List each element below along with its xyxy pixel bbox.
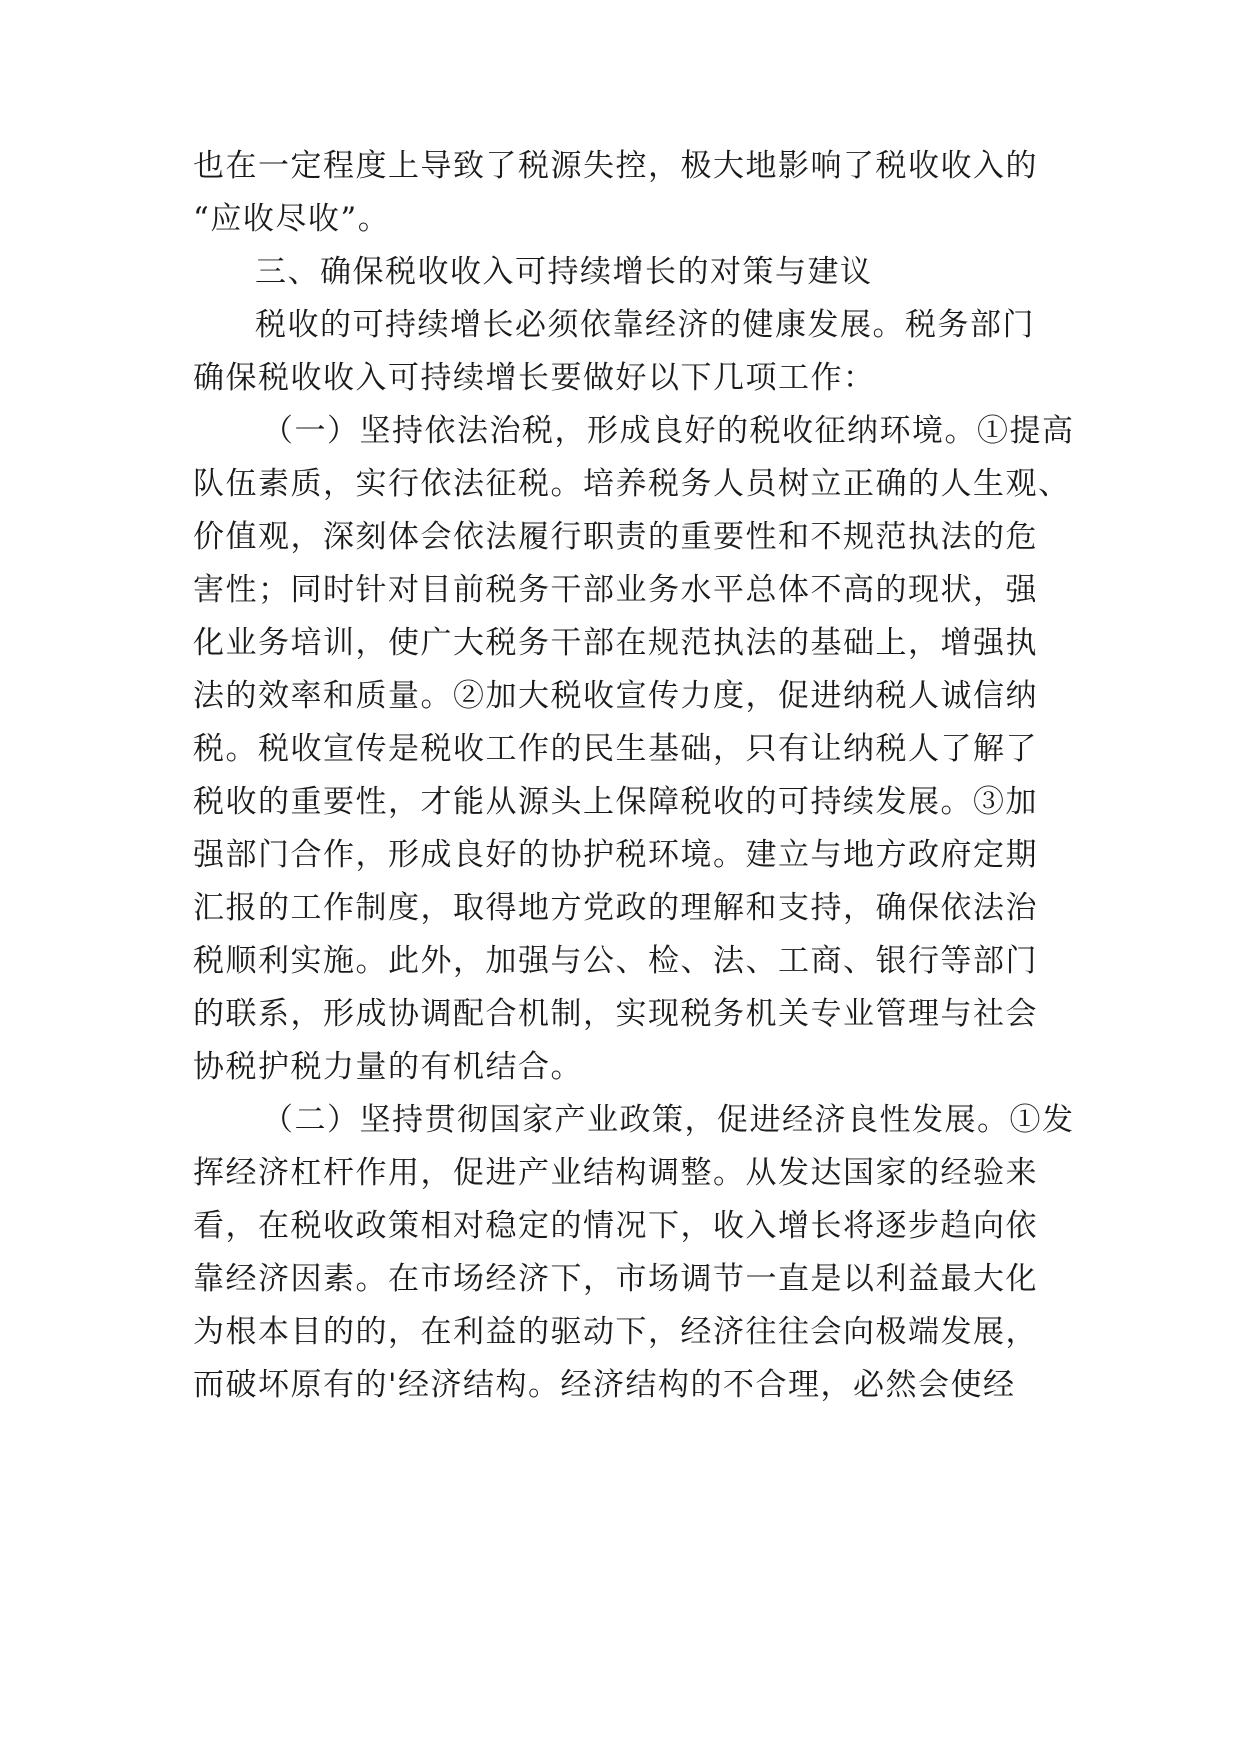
- section-heading: 三、确保税收收入可持续增长的对策与建议: [255, 254, 873, 290]
- text-line: 税顺利实施。此外，加强与公、检、法、工商、银行等部门: [193, 943, 1038, 979]
- text-line: 靠经济因素。在市场经济下，市场调节一直是以利益最大化: [193, 1261, 1038, 1297]
- text-line: 也在一定程度上导致了税源失控，极大地影响了税收收入的: [193, 148, 1038, 184]
- subsection-heading: （一）坚持依法治税，形成良好的税收征纳环境。①提高: [262, 413, 1075, 449]
- text-line: 确保税收收入可持续增长要做好以下几项工作：: [193, 360, 876, 396]
- text-line: 的联系，形成协调配合机制，实现税务机关专业管理与社会: [193, 996, 1038, 1032]
- text-line: 汇报的工作制度，取得地方党政的理解和支持，确保依法治: [193, 890, 1038, 926]
- text-line: 害性；同时针对目前税务干部业务水平总体不高的现状，强: [193, 572, 1038, 608]
- text-line: 协税护税力量的有机结合。: [193, 1049, 583, 1085]
- text-line: 价值观，深刻体会依法履行职责的重要性和不规范执法的危: [193, 519, 1038, 555]
- paragraph-start: 税收的可持续增长必须依靠经济的健康发展。税务部门: [255, 307, 1035, 343]
- text-line: 化业务培训，使广大税务干部在规范执法的基础上，增强执: [193, 625, 1038, 661]
- subsection-heading: （二）坚持贯彻国家产业政策，促进经济良性发展。①发: [262, 1102, 1075, 1138]
- text-line: 法的效率和质量。②加大税收宣传力度，促进纳税人诚信纳: [193, 678, 1038, 714]
- text-line: 而破坏原有的'经济结构。经济结构的不合理，必然会使经: [193, 1367, 1016, 1403]
- text-line: 看，在税收政策相对稳定的情况下，收入增长将逐步趋向依: [193, 1208, 1038, 1244]
- text-line: 挥经济杠杆作用，促进产业结构调整。从发达国家的经验来: [193, 1155, 1038, 1191]
- text-line: 为根本目的的，在利益的驱动下，经济往往会向极端发展，: [193, 1314, 1038, 1350]
- text-line: “应收尽收”。: [193, 201, 391, 237]
- text-line: 税。税收宣传是税收工作的民生基础，只有让纳税人了解了: [193, 731, 1038, 767]
- text-line: 队伍素质，实行依法征税。培养税务人员树立正确的人生观、: [193, 466, 1071, 502]
- text-line: 强部门合作，形成良好的协护税环境。建立与地方政府定期: [193, 837, 1038, 873]
- text-line: 税收的重要性，才能从源头上保障税收的可持续发展。③加: [193, 784, 1038, 820]
